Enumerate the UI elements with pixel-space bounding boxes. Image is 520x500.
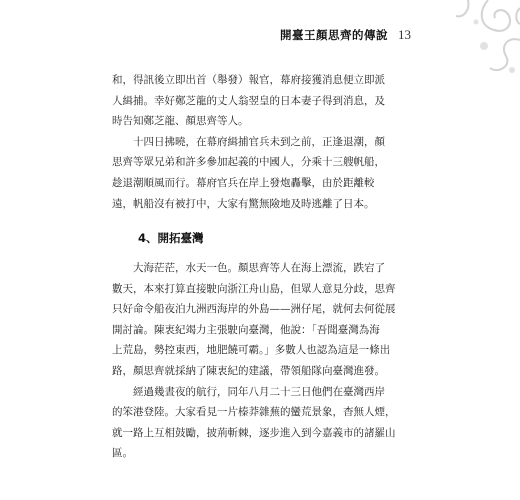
text-line: 和，得訊後立即出首（舉發）報官，幕府接獲消息便立即派	[112, 74, 385, 86]
text-line: 遠，帆船沒有被打中，大家有驚無險地及時逃離了日本。	[112, 197, 375, 210]
corner-ornament-icon	[428, 0, 520, 78]
text-line: 思齊等眾兄弟和許多參加起義的中國人，分乘十三艘帆船，	[112, 156, 385, 169]
text-line: 經過幾晝夜的航行，同年八月二十三日他們在臺灣西岸	[133, 385, 385, 398]
section-heading: 4、開拓臺灣	[138, 231, 204, 245]
text-line: 人緝捕。幸好鄭芝龍的丈人翁翌皇的日本妻子得到消息，及	[112, 94, 385, 107]
page-number: 13	[398, 27, 411, 42]
text-line: 開討論。陳衷紀竭力主張駛向臺灣，他說：「吾聞臺灣為海	[112, 323, 380, 336]
running-title: 開臺王顏思齊的傳說	[280, 28, 388, 42]
text-line: 時告知鄭芝龍、顏思齊等人。	[112, 115, 249, 128]
text-line: 區。	[112, 447, 133, 460]
bottom-paragraphs	[112, 258, 404, 464]
text-line: 上荒島，勢控東西，地肥饒可霸。」多數人也認為這是一條出	[112, 344, 391, 357]
top-paragraphs	[112, 70, 404, 214]
text-line: 路，顏思齊就採納了陳衷紀的建議，帶領船隊向臺灣進發。	[112, 364, 385, 377]
text-line: 只好命令船夜泊九洲西海岸的外島——洲仔尾，就何去何從展	[112, 303, 396, 316]
text-line: 數天，本來打算直接駛向浙江舟山島，但眾人意見分歧，思齊	[112, 282, 396, 295]
text-line: 十四日拂曉，在幕府緝捕官兵未到之前，正逢退潮，顏	[133, 135, 385, 148]
text-line: 大海茫茫，水天一色。顏思齊等人在海上漂流，跌宕了	[133, 262, 385, 274]
text-line: 就一路上互相鼓勵，披荊斬棘，逐步進入到今嘉義市的諸羅山	[112, 426, 396, 439]
text-line: 趁退潮順風而行。幕府官兵在岸上發炮轟擊，由於距離較	[112, 176, 375, 189]
text-line: 的笨港登陸。大家看見一片榛莽雜蕪的蠻荒景象，杳無人煙，	[112, 406, 396, 419]
